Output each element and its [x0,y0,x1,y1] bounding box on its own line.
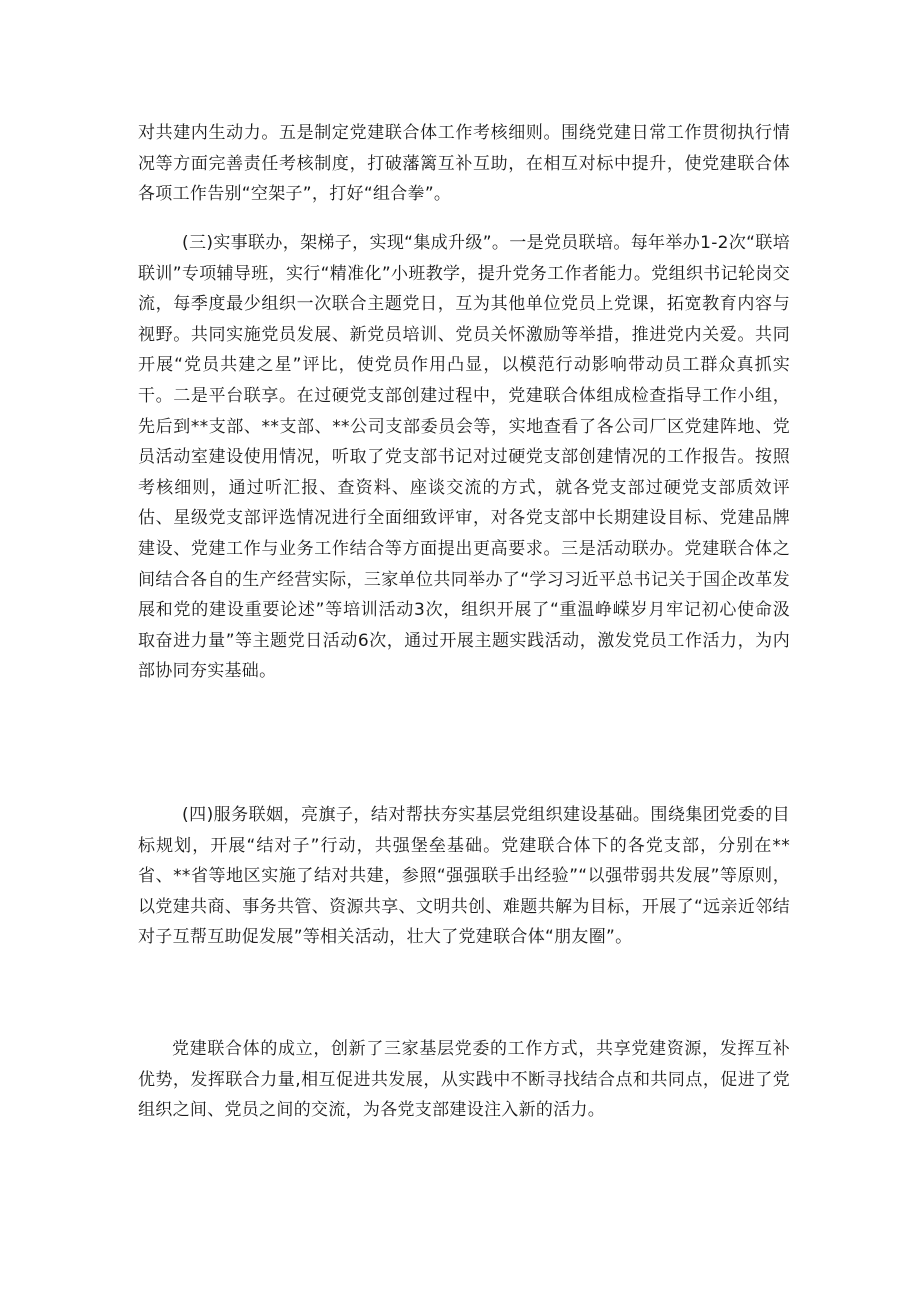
paragraph-conclusion: 党建联合体的成立，创新了三家基层党委的工作方式，共享党建资源，发挥互补优势，发挥联合力量,相互促进共发展，从实践中不断寻找结合点和共同点，促进了党组织之间、党员之间的交流，为各党支部建设注入新的活力。 [138,1039,790,1121]
paragraph-assessment-rules: 对共建内生动力。五是制定党建联合体工作考核细则。围绕党建日常工作贯彻执行情况等方面完善责任考核制度，打破藩篱互补互助，在相互对标中提升，使党建联合体各项工作告别“空架子”，打好“组合拳”。 [138,123,790,205]
paragraph-joint-affairs: (三)实事联办，架梯子，实现“集成升级”。一是党员联培。每年举办1-2次“联培联训”专项辅导班，实行“精准化”小班教学，提升党务工作者能力。党组织书记轮岗交流，每季度最少组织一次联合主题党日，互为其他单位党员上党课，拓宽教育内容与视野。共同实施党员发展、新党员培训、党员关怀激励等举措，推进党内关爱。共同开展“党员共建之星”评比，使党员作用凸显，以模范行动影响带动员工群众真抓实干。二是平台联享。在过硬党支部创建过程中，党建联合体组成检查指导工作小组，先后到**支部、**支部、**公司支部委员会等，实地查看了各公司厂区党建阵地、党员活动室建设使用情况，听取了党支部书记对过硬党支部创建情况的工作报告。按照考核细则，通过听汇报、查资料、座谈交流的方式，就各党支部过硬党支部质效评估、星级党支部评选情况进行全面细致评审，对各党支部中长期建设目标、党建品牌建设、党建工作与业务工作结合等方面提出更高要求。三是活动联办。党建联合体之间结合各自的生产经营实际，三家单位共同举办了“学习习近平总书记关于国企改革发展和党的建设重要论述”等培训活动3次，组织开展了“重温峥嵘岁月牢记初心使命汲取奋进力量”等主题党日活动6次，通过开展主题实践活动，激发党员工作活力，为内部协同夯实基础。 [138,233,790,682]
paragraph-service-partnership: (四)服务联姻，亮旗子，结对帮扶夯实基层党组织建设基础。围绕集团党委的目标规划，开展“结对子”行动，共强堡垒基础。党建联合体下的各党支部，分别在**省、**省等地区实施了结对共建，参照“强强联手出经验”“以强带弱共发展”等原则，以党建共商、事务共管、资源共享、文明共创、难题共解为目标，开展了“远亲近邻结对子互帮互助促发展”等相关活动，壮大了党建联合体“朋友圈”。 [138,805,790,948]
